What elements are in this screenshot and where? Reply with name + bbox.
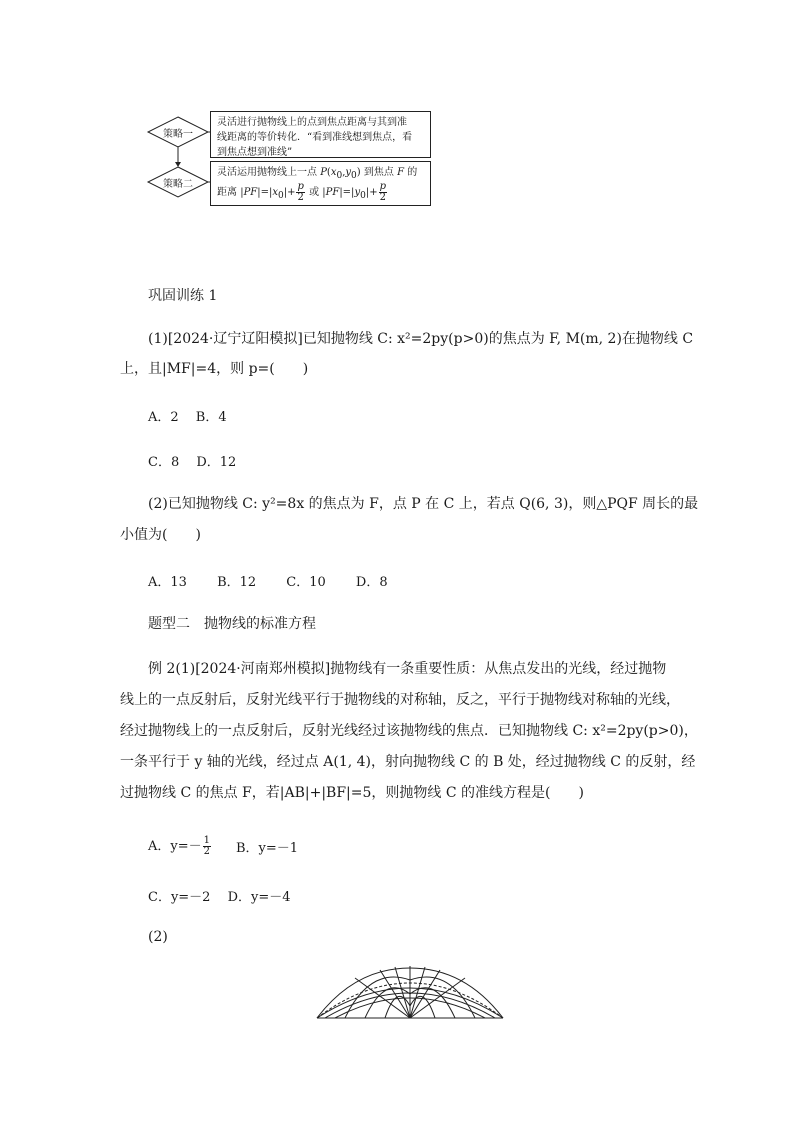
example2-part2-label: (2): [148, 929, 168, 945]
strategy-flow-svg: [146, 108, 216, 208]
strategy1-text-line3: 到焦点想到准线”: [217, 147, 293, 158]
strategy1-text-line2: 线距离的等价转化．“看到准线想到焦点，看: [217, 132, 413, 143]
down-arrow-icon: [175, 162, 181, 167]
q1-line2: 上，且|MF|=4，则 p=( ): [120, 361, 309, 377]
practice-heading: 巩固训练 1: [148, 288, 218, 304]
section-title: 题型二 抛物线的标准方程: [148, 616, 316, 632]
strategy-diagram: [146, 108, 436, 208]
strategy2-box: [210, 161, 431, 206]
example2-line5: 过抛物线 C 的焦点 F，若|AB|+|BF|=5，则抛物线 C 的准线方程是( ): [120, 785, 584, 801]
example2-line4: 一条平行于 y 轴的光线，经过点 A(1, 4)，射向抛物线 C 的 B 处，经过抛物线 C 的反射，经: [120, 754, 696, 770]
q2-line1: (2)已知抛物线 C: y²=8x 的焦点为 F，点 P 在 C 上，若点 Q(6, 3)，则△PQF 周长的最: [148, 496, 699, 512]
q2-options: A．13 B．12 C．10 D．8: [148, 575, 388, 590]
q1-options-row2: C．8 D．12: [148, 455, 237, 470]
example2-option-a: A．y=－ $\frac{1}{2}$: [148, 835, 211, 857]
q1-line1: (1)[2024·辽宁辽阳模拟]已知抛物线 C: x²=2py(p>0)的焦点为 F, M(m, 2)在抛物线 C: [148, 331, 694, 347]
formula-x: $|PF|=|x_0|+$ $\frac{p}{2}$: [240, 181, 304, 203]
example2-line3: 经过抛物线上的一点反射后，反射光线经过该抛物线的焦点．已知抛物线 C: x²=2py(p>0)，: [120, 723, 698, 739]
q1-options-row1: A．2 B．4: [148, 410, 227, 425]
strategy2-text-line1: 灵活运用抛物线上一点 $P(x_0,y_0)$ 到焦点 F 的: [217, 167, 418, 181]
example2-options-row2: C．y=－2 D．y=－4: [148, 890, 291, 905]
parabola-reflection-figure: [315, 960, 505, 1022]
strategy1-text-line1: 灵活进行抛物线上的点到焦点距离与其到准: [217, 117, 407, 128]
example2-line2: 线上的一点反射后，反射光线平行于抛物线的对称轴，反之，平行于抛物线对称轴的光线，: [120, 692, 680, 708]
strategy1-label: 策略一: [163, 129, 193, 140]
strategy2-label: 策略二: [163, 179, 193, 190]
example2-line1: 例 2(1)[2024·河南郑州模拟]抛物线有一条重要性质：从焦点发出的光线，经过抛物: [148, 661, 667, 677]
q2-line2: 小值为( ): [120, 527, 201, 543]
formula-y: $|PF|=|y_0|+$ $\frac{p}{2}$: [322, 181, 386, 203]
strategy1-box: [210, 111, 431, 158]
strategy2-text-line2: 距离 $|PF|=|x_0|+$ $\frac{p}{2}$ 或 $|PF|=|y_0|+$ $\frac{p}{2}$: [217, 181, 386, 203]
example2-option-b: B．y=－1: [236, 841, 299, 856]
